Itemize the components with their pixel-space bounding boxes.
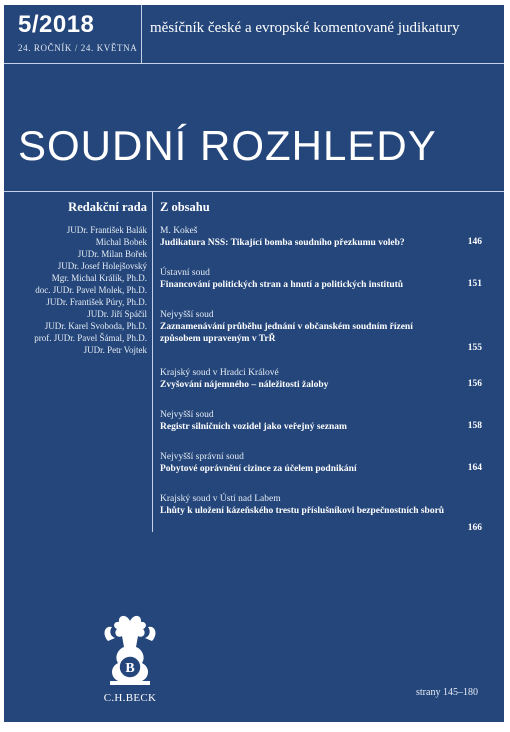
contents-item	[160, 309, 490, 367]
top-rule	[4, 63, 504, 64]
board-member: Michal Bobek	[95, 237, 147, 247]
contents-item-source: Krajský soud v Ústí nad Labem	[160, 494, 281, 504]
contents-item-title: Pobytové oprávnění cizince za účelem podnikání	[160, 464, 357, 474]
contents-item-page: 151	[467, 279, 482, 289]
contents-item-source: Nejvyšší soud	[160, 310, 214, 320]
contents-item-page: 166	[467, 523, 482, 533]
contents-item-source: Krajský soud v Hradci Králové	[160, 368, 279, 378]
contents-item	[160, 367, 490, 409]
publisher-name: C.H.BECK	[103, 692, 157, 704]
header-divider	[141, 5, 142, 63]
contents-item	[160, 493, 490, 545]
contents-item-page: 146	[467, 237, 482, 247]
board-member: JUDr. Karel Svoboda, Ph.D.	[44, 321, 147, 331]
contents-item-source: Nejvyšší správní soud	[160, 452, 244, 462]
board-member: doc. JUDr. Pavel Molek, Ph.D.	[35, 285, 147, 295]
logo-letter: B	[125, 661, 135, 676]
contents-item-title: Zvyšování nájemného – náležitosti žaloby	[160, 380, 329, 390]
board-member: Mgr. Michal Králík, Ph.D.	[51, 273, 147, 283]
contents-item-page: 156	[467, 379, 482, 389]
contents-divider	[152, 192, 153, 532]
board-member: JUDr. Josef Holejšovský	[57, 261, 147, 271]
magazine-title: SOUDNÍ ROZHLEDY	[18, 122, 437, 169]
contents-item-page: 164	[467, 463, 482, 473]
contents-item-title: Registr silničních vozidel jako veřejný seznam	[160, 422, 347, 432]
contents-list	[160, 225, 490, 545]
magazine-cover	[4, 5, 504, 722]
board-member: JUDr. František Balák	[66, 225, 147, 235]
contents-item-title: Zaznamenávání průběhu jednání v občanském soudním řízení způsobem upraveným v TrŘ	[160, 322, 413, 344]
contents-item-title: Lhůty k uložení kázeňského trestu příslušníkovi bezpečnostních sborů	[160, 506, 445, 516]
contents-item	[160, 267, 490, 309]
board-member: JUDr. František Púry, Ph.D.	[46, 297, 147, 307]
editorial-board-list	[34, 224, 147, 356]
board-member: JUDr. Jiří Spáčil	[87, 309, 147, 319]
editorial-board-heading: Redakční rada	[68, 200, 147, 214]
pages-range: strany 145–180	[416, 687, 478, 698]
griffin-logo-icon	[100, 611, 160, 711]
contents-item-title: Financování politických stran a hnutí a politických institutů	[160, 280, 404, 290]
contents-item	[160, 225, 490, 267]
issue-date: 24. ROČNÍK / 24. KVĚTNA	[18, 43, 138, 53]
tagline: měsíčník české a evropské komentované judikatury	[150, 20, 460, 36]
contents-item-page: 155	[467, 343, 482, 353]
mid-rule	[4, 191, 504, 192]
contents-item-page: 158	[467, 421, 482, 431]
contents-item-source: M. Kokeš	[160, 226, 198, 236]
contents-item-source: Ústavní soud	[160, 268, 210, 278]
issue-number: 5/2018	[18, 11, 95, 38]
contents-item-source: Nejvyšší soud	[160, 410, 214, 420]
board-member: JUDr. Petr Vojtek	[83, 345, 147, 355]
contents-item-title: Judikatura NSS: Tikající bomba soudního přezkumu voleb?	[160, 238, 405, 248]
contents-item	[160, 409, 490, 451]
contents-heading: Z obsahu	[160, 200, 210, 214]
contents-item	[160, 451, 490, 493]
board-member: prof. JUDr. Pavel Šámal, Ph.D.	[34, 333, 147, 343]
board-member: JUDr. Milan Bořek	[77, 249, 147, 259]
